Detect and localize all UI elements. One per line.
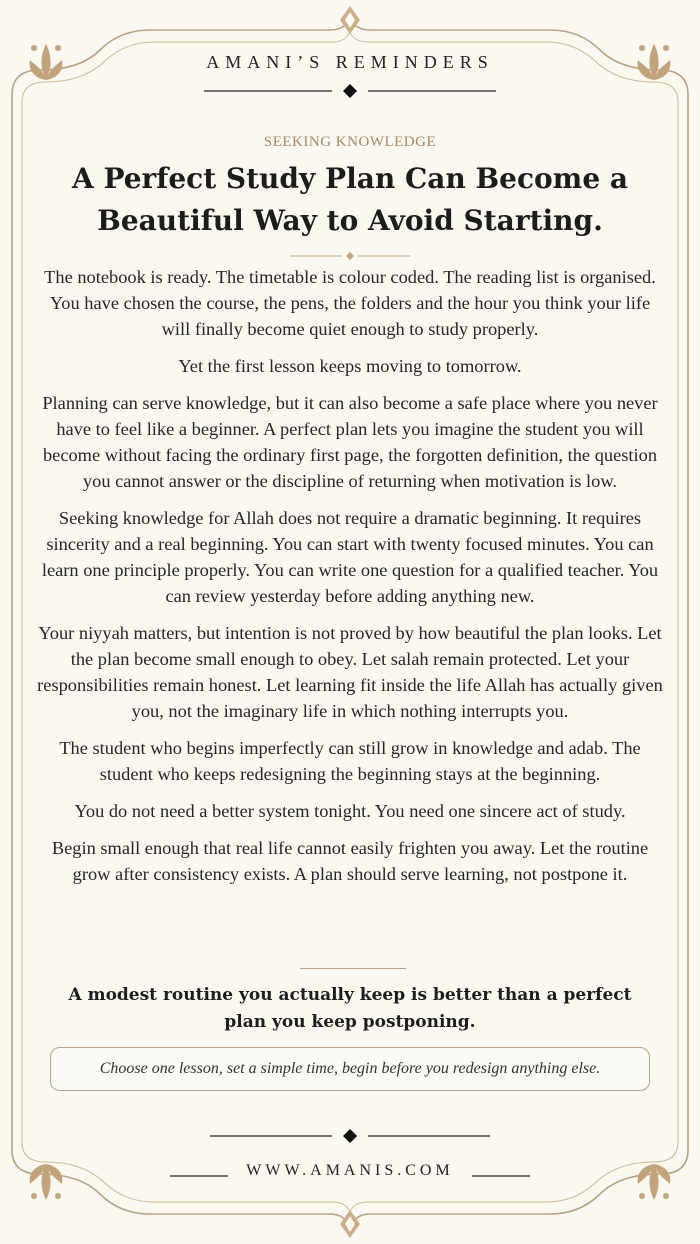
paragraph: Seeking knowledge for Allah does not require a dramatic beginning. It requires sincerity and a real beginning. You can start with twenty focused minutes. You can learn one principle properly. You can write one question for a qualified teacher. You can review yesterday before adding anything new.	[41, 508, 659, 606]
tip-text: Choose one lesson, set a simple time, begin before you redesign anything else.	[99, 1060, 601, 1077]
paragraph: Begin small enough that real life cannot easily frighten you away. Let the routine grow after consistency exists. A plan should serve learning, not postpone it.	[51, 838, 649, 884]
diamond-ornament-icon	[346, 252, 354, 260]
diamond-ornament-icon	[340, 1210, 360, 1238]
paragraph: Your niyyah matters, but intention is not proved by how beautiful the plan looks. Let the plan become small enough to obey. Let salah remain protected. Let your responsibilities remain honest. Let learning fit inside the life Allah has actually given you, not the imaginary life in which nothing interrupts you.	[37, 623, 663, 721]
brand-title: AMANI’S REMINDERS	[206, 52, 494, 72]
diamond-ornament-icon	[343, 84, 357, 98]
paragraph: You do not need a better system tonight. You need one sincere act of study.	[74, 801, 626, 821]
category-kicker: SEEKING KNOWLEDGE	[263, 134, 437, 150]
paragraph: Planning can serve knowledge, but it can also become a safe place where you never have to feel like a beginner. A perfect plan lets you imagine the student you will become without facing the ordinary first page, the forgotten definition, the question you cannot answer or the discipline of returning when motivation is low.	[42, 393, 658, 491]
diamond-ornament-icon	[343, 1129, 357, 1143]
footer-divider	[210, 1129, 490, 1143]
paragraph: Yet the first lesson keeps moving to tomorrow.	[178, 356, 522, 376]
diamond-ornament-icon	[340, 6, 360, 34]
header-divider	[204, 84, 496, 98]
closing-statement: A modest routine you actually keep is better than a perfect plan you keep postponing.	[68, 985, 632, 1032]
article-body	[36, 264, 664, 898]
page-title: A Perfect Study Plan Can Become a Beautiful Way to Avoid Starting.	[71, 162, 629, 237]
section-divider	[300, 968, 406, 969]
title-divider	[290, 250, 410, 262]
tip-box	[50, 1047, 650, 1091]
footer-website: WWW.AMANIS.COM	[246, 1162, 454, 1179]
paragraph: The student who begins imperfectly can still grow in knowledge and adab. The student who keeps redesigning the beginning stays at the beginning.	[59, 738, 641, 784]
paragraph: The notebook is ready. The timetable is colour coded. The reading list is organised. You have chosen the course, the pens, the folders and the hour you think your life will finally become quiet enough to study properly.	[44, 267, 656, 339]
